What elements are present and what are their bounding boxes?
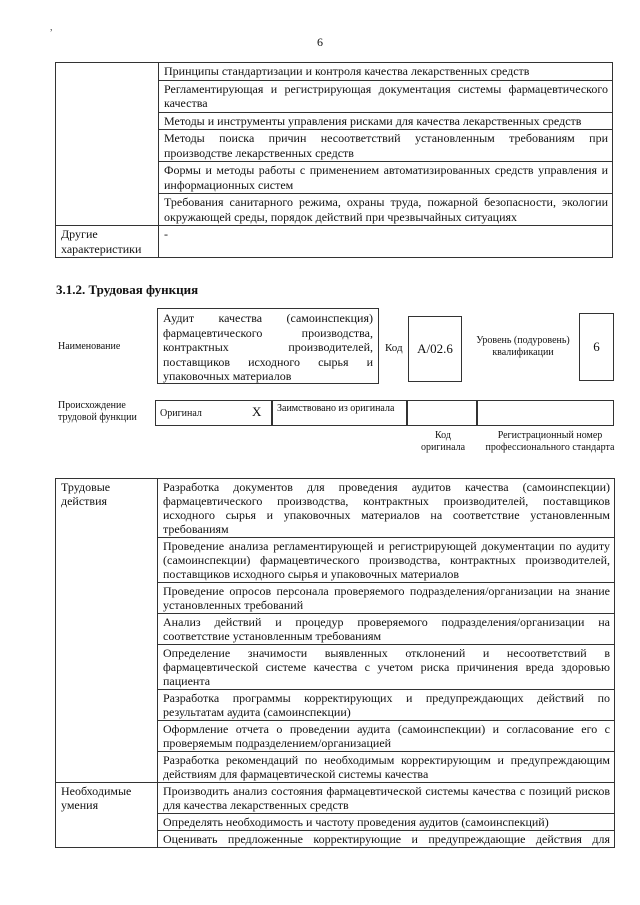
reg-caption: Регистрационный номер профессионального стандарта [485,430,615,453]
other-characteristics-label: Другие характеристики [56,226,159,258]
required-skills-label: Необходимые умения [56,783,158,848]
table-cell: Разработка рекомендаций по необходимым корректирующим и предупреждающим действиям для фармацевтической системы качества [158,752,615,783]
table-cell: Формы и методы работы с применением автоматизированных средств управления и информационных систем [159,162,613,194]
code-label: Код [385,342,403,354]
function-name-value: Аудит качества (самоинспекция) фармацевтического производства, контрактных производителей, поставщиков исходного сырья и упаковочных материалов [157,308,379,384]
table-row [56,479,615,538]
labor-actions-table [55,478,615,848]
original-mark: X [252,404,262,419]
table-cell: Производить анализ состояния фармацевтической системы качества с позиций рисков для качества лекарственных средств [158,783,615,814]
table-cell: Определять необходимость и частоту проведения аудитов (самоинспекций) [158,814,615,831]
knowledge-table [55,62,613,258]
origin-label: Происхождение трудовой функции [58,400,137,423]
table-cell: Оформление отчета о проведении аудита (самоинспекции) и согласование его с проверяемым подразделением/организацией [158,721,615,752]
level-value: 6 [579,313,614,381]
original-cell [155,400,272,426]
original-code-cell [407,400,477,426]
table-cell: Принципы стандартизации и контроля качества лекарственных средств [159,63,613,81]
table-cell: Разработка документов для проведения аудитов качества (самоинспекции) фармацевтического производства, контрактных производителей, поставщиков исходного сырья и упаковочных материалов на соответствие установленным требованиям [158,479,615,538]
table-row [56,63,613,81]
table-cell: Разработка программы корректирующих и предупреждающих действий по результатам аудита (самоинспекции) [158,690,615,721]
table-row [56,783,615,814]
corner-mark: , [50,22,53,33]
level-label: Уровень (подуровень) квалификации [476,335,570,358]
table-cell: Оценивать предложенные корректирующие и предупреждающие действия для [158,831,615,848]
table-cell: - [159,226,613,258]
table-cell: Анализ действий и процедур проверяемого подразделения/организации на соответствие установленным требованиям [158,614,615,645]
table-cell: Требования санитарного режима, охраны труда, пожарной безопасности, экологии окружающей среды, порядок действий при чрезвычайных ситуациях [159,194,613,226]
section-heading: 3.1.2. Трудовая функция [56,282,199,297]
table-cell: Методы поиска причин несоответствий установленным требованиям при производстве лекарственных средств [159,130,613,162]
original-label: Оригинал [160,408,202,419]
page-number: 6 [317,35,323,49]
borrowed-cell: Заимствовано из оригинала [272,400,407,426]
table-cell: Проведение анализа регламентирующей и регистрирующей документации по аудиту (самоинспекции) фармацевтического производства, контрактных производителей, поставщиков исходного сырья и упаковочных материалов [158,538,615,583]
code-value: A/02.6 [408,316,462,382]
table-cell: Регламентирующая и регистрирующая документация системы фармацевтического качества [159,80,613,112]
table-cell: Проведение опросов персонала проверяемого подразделения/организации на знание установленных требований [158,583,615,614]
row-label-empty [56,63,159,226]
table-cell: Методы и инструменты управления рисками для качества лекарственных средств [159,112,613,130]
name-label: Наименование [58,341,121,352]
code-caption: Код оригинала [420,430,466,453]
labor-actions-label: Трудовые действия [56,479,158,783]
table-row [56,226,613,258]
table-cell: Определение значимости выявленных отклонений и несоответствий в фармацевтической системе качества с учетом риска причинения вреда здоровью пациента [158,645,615,690]
reg-number-cell [477,400,614,426]
